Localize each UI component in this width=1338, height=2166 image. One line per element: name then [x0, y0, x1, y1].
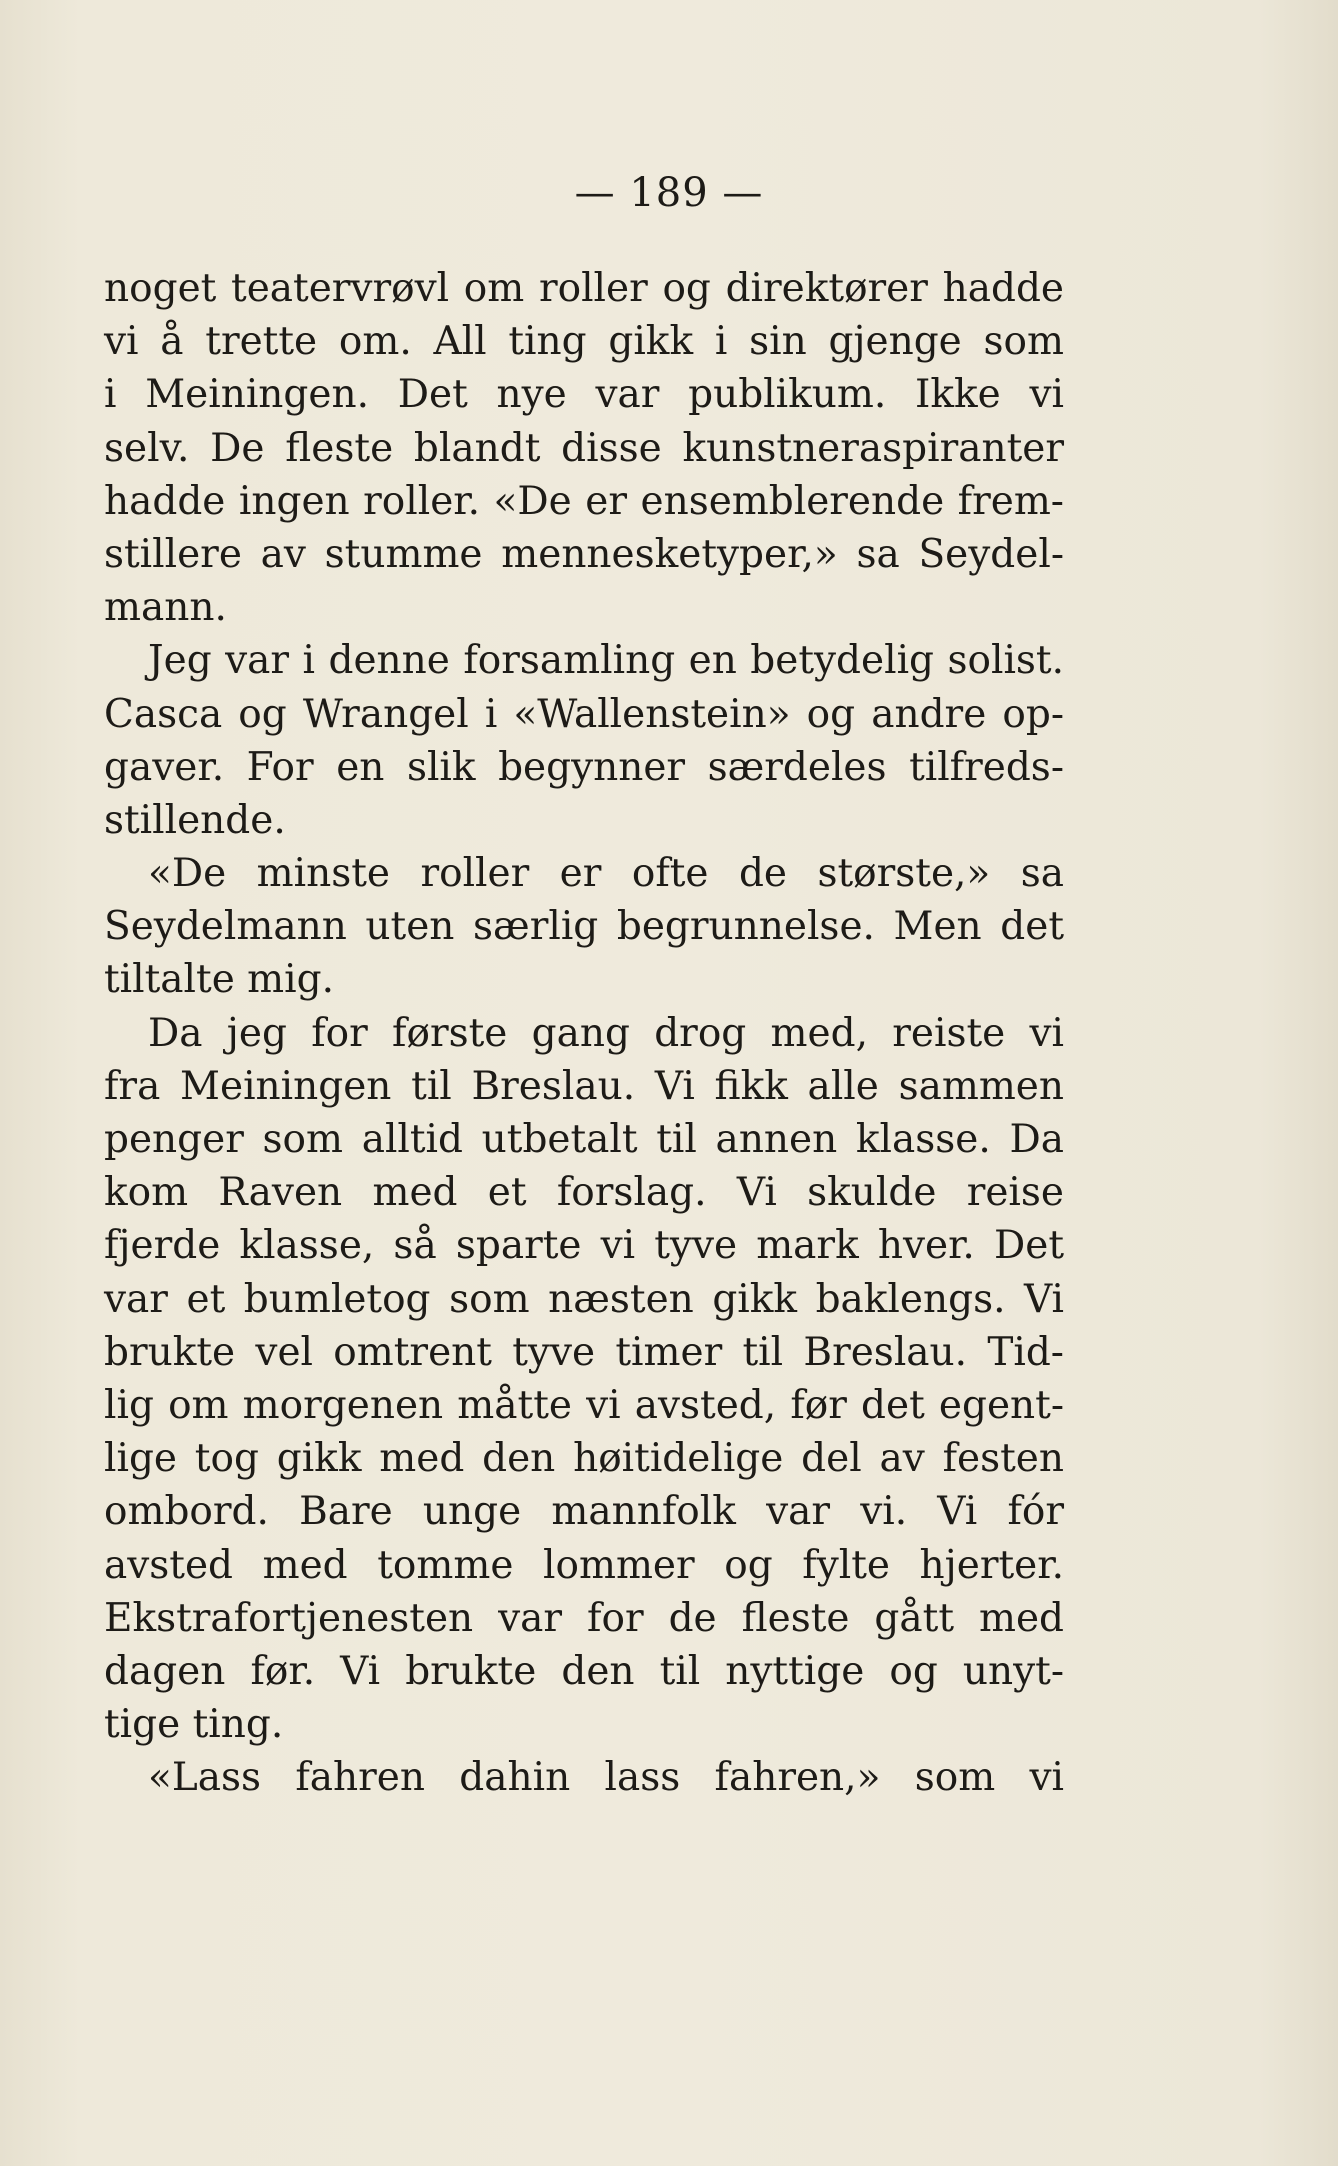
text-line: lige tog gikk med den høitidelige del av festen [104, 1436, 1064, 1482]
text-line: avsted med tomme lommer og fylte hjerter. [104, 1542, 1064, 1588]
text-line: ombord. Bare unge mannfolk var vi. Vi fór [104, 1489, 1064, 1535]
text-line: gaver. For en slik begynner særdeles tilfreds- [104, 744, 1064, 790]
text-line: kom Raven med et forslag. Vi skulde reise [104, 1170, 1064, 1216]
text-line: var et bumletog som næsten gikk baklengs. Vi [104, 1276, 1064, 1322]
text-line: dagen før. Vi brukte den til nyttige og unyt- [104, 1648, 1064, 1694]
text-line: Jeg var i denne forsamling en betydelig solist. [148, 638, 1064, 684]
text-line: Seydelmann uten særlig begrunnelse. Men det [104, 904, 1064, 950]
text-line: Casca og Wrangel i «Wallenstein» og andre op- [104, 691, 1064, 737]
text-line: fjerde klasse, så sparte vi tyve mark hver. Det [104, 1223, 1064, 1269]
text-line: lig om morgenen måtte vi avsted, før det egent- [104, 1382, 1064, 1428]
text-line: Da jeg for første gang drog med, reiste vi [148, 1010, 1064, 1056]
body-text [104, 262, 1064, 1804]
text-line: brukte vel omtrent tyve timer til Breslau. Tid- [104, 1329, 1064, 1375]
text-line: penger som alltid utbetalt til annen klasse. Da [104, 1117, 1064, 1162]
text-line: tiltalte mig. [104, 957, 334, 1003]
text-line: tige ting. [104, 1702, 284, 1748]
text-line: stillere av stumme mennesketyper,» sa Seydel- [104, 531, 1064, 577]
text-line: stillende. [104, 797, 286, 843]
text-line: Ekstrafortjenesten var for de fleste gått med [104, 1595, 1064, 1641]
text-line: hadde ingen roller. «De er ensemblerende frem- [104, 478, 1064, 524]
text-line: fra Meiningen til Breslau. Vi fikk alle sammen [104, 1063, 1064, 1109]
text-line: mann. [104, 585, 227, 631]
text-line: «De minste roller er ofte de største,» sa [148, 851, 1064, 897]
text-line: vi å trette om. All ting gikk i sin gjenge som [104, 319, 1064, 365]
text-line: noget teatervrøvl om roller og direktører hadde [104, 266, 1064, 311]
text-line: «Lass fahren dahin lass fahren,» som vi [148, 1755, 1064, 1801]
page-number: — 189 — [574, 170, 764, 216]
text-line: i Meiningen. Det nye var publikum. Ikke vi [104, 372, 1064, 418]
text-line: selv. De fleste blandt disse kunstneraspiranter [104, 425, 1064, 471]
